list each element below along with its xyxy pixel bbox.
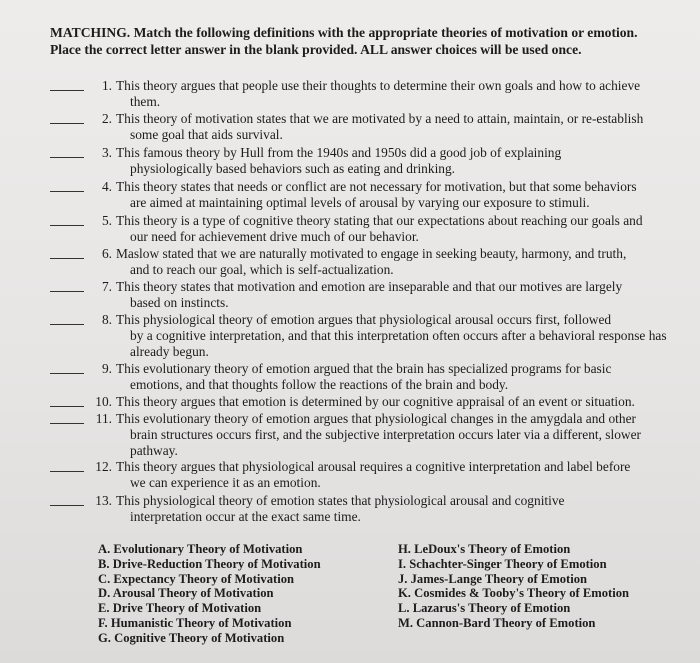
question-text: This evolutionary theory of emotion argued that the brain has specialized programs for basic <box>116 361 612 376</box>
question-text: This evolutionary theory of emotion argues that physiological changes in the amygdala and other <box>116 411 636 426</box>
instructions-line-2: Place the correct letter answer in the blank provided. ALL answer choices will be used once. <box>50 42 582 57</box>
answer-blank-4[interactable] <box>50 191 84 192</box>
choice-j: J. James-Lange Theory of Emotion <box>398 571 588 586</box>
question-text: pathway. <box>130 443 178 458</box>
question-text: This theory argues that physiological arousal requires a cognitive interpretation and label before <box>116 459 631 474</box>
choice-f: F. Humanistic Theory of Motivation <box>98 615 292 630</box>
question-text: interpretation occur at the exact same time. <box>130 509 361 524</box>
question-number: 13. <box>95 493 112 508</box>
question-text: by a cognitive interpretation, and that this interpretation often occurs after a behavioral response has <box>130 328 667 343</box>
answer-blank-7[interactable] <box>50 291 84 292</box>
question-text: brain structures occurs first, and the subjective interpretation occurs later via a different, slower <box>130 427 642 442</box>
choice-m: M. Cannon-Bard Theory of Emotion <box>398 615 596 630</box>
question-number: 3. <box>101 145 112 160</box>
choice-d: D. Arousal Theory of Motivation <box>98 586 274 601</box>
answer-blank-8[interactable] <box>50 324 84 325</box>
answer-blank-12[interactable] <box>50 471 84 472</box>
choice-c: C. Expectancy Theory of Motivation <box>98 571 295 586</box>
choice-i: I. Schachter-Singer Theory of Emotion <box>398 556 607 571</box>
question-text: them. <box>130 94 161 109</box>
question-text: This theory argues that people use their thoughts to determine their own goals and how to achieve <box>116 78 641 93</box>
question-text: This famous theory by Hull from the 1940s and 1950s did a good job of explaining <box>116 145 562 160</box>
question-text: Maslow stated that we are naturally motivated to engage in seeking beauty, harmony, and truth, <box>116 246 627 261</box>
instructions <box>50 24 690 58</box>
answer-blank-9[interactable] <box>50 373 84 374</box>
question-text: This theory of motivation states that we are motivated by a need to attain, maintain, or re-establish <box>116 111 644 126</box>
question-number: 9. <box>101 361 112 376</box>
choice-k: K. Cosmides & Tooby's Theory of Emotion <box>398 586 630 601</box>
question-text: are aimed at maintaining optimal levels of arousal by varying our exposure to stimuli. <box>130 195 590 210</box>
choice-a: A. Evolutionary Theory of Motivation <box>98 542 303 556</box>
question-number: 4. <box>101 179 112 194</box>
question-text: based on instincts. <box>130 295 229 310</box>
question-text: and to reach our goal, which is self-actualization. <box>130 262 394 277</box>
choice-b: B. Drive-Reduction Theory of Motivation <box>98 556 321 571</box>
question-number: 11. <box>95 411 112 426</box>
question-text: already begun. <box>130 344 209 359</box>
answer-blank-11[interactable] <box>50 423 84 424</box>
question-text: our need for achievement drive much of our behavior. <box>130 229 419 244</box>
question-text: This physiological theory of emotion states that physiological arousal and cognitive <box>116 493 565 508</box>
answer-blank-10[interactable] <box>50 406 84 407</box>
question-number: 2. <box>101 111 112 126</box>
choices-motivation <box>98 542 321 646</box>
answer-blank-3[interactable] <box>50 157 84 158</box>
answer-blank-5[interactable] <box>50 225 84 226</box>
question-text: This physiological theory of emotion argues that physiological arousal occurs first, followed <box>116 312 612 327</box>
choice-h: H. LeDoux's Theory of Emotion <box>398 542 571 556</box>
question-text: some goal that aids survival. <box>130 127 283 142</box>
question-number: 1. <box>101 78 112 93</box>
choice-g: G. Cognitive Theory of Motivation <box>98 630 285 645</box>
question-text: emotions, and that thoughts follow the reactions of the brain and body. <box>130 377 509 392</box>
question-text: This theory states that needs or conflict are not necessary for motivation, but that some behaviors <box>116 179 637 194</box>
choice-e: E. Drive Theory of Motivation <box>98 601 262 616</box>
answer-blank-1[interactable] <box>50 90 84 91</box>
question-number: 7. <box>101 279 112 294</box>
answer-blank-13[interactable] <box>50 505 84 506</box>
question-number: 8. <box>101 312 112 327</box>
answer-blank-6[interactable] <box>50 258 84 259</box>
question-number: 12. <box>95 459 112 474</box>
choice-l: L. Lazarus's Theory of Emotion <box>398 601 571 616</box>
answer-blank-2[interactable] <box>50 123 84 124</box>
question-number: 10. <box>95 394 112 409</box>
question-text: we can experience it as an emotion. <box>130 475 321 490</box>
question-text: This theory states that motivation and emotion are inseparable and that our motives are largely <box>116 279 623 294</box>
question-text: physiologically based behaviors such as eating and drinking. <box>130 161 456 176</box>
question-text: This theory argues that emotion is determined by our cognitive appraisal of an event or situation. <box>116 394 635 409</box>
question-number: 6. <box>101 246 112 261</box>
instructions-line-1: MATCHING. Match the following definitions with the appropriate theories of motivation or emotion. <box>50 25 638 40</box>
choices-emotion <box>398 542 629 631</box>
question-text: This theory is a type of cognitive theory stating that our expectations about reaching our goals and <box>116 213 643 228</box>
question-number: 5. <box>101 213 112 228</box>
